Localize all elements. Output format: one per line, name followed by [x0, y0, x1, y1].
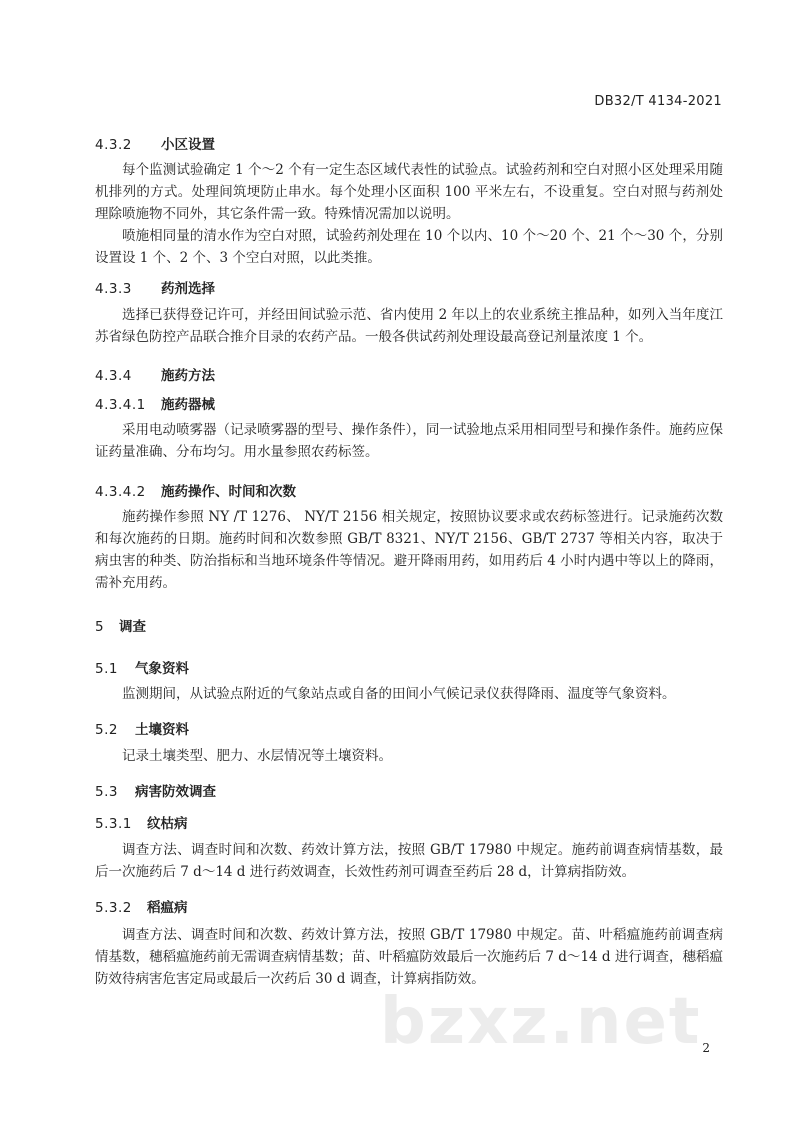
heading-title: 稻瘟病 — [147, 900, 188, 916]
heading-number: 5.1 — [95, 661, 118, 677]
heading-4-3-3 — [95, 277, 215, 297]
heading-title: 土壤资料 — [135, 722, 189, 738]
paragraph: 采用电动喷雾器（记录喷雾器的型号、操作条件），同一试验地点采用相同型号和操作条件。施药应保证药量准确、分布均匀。用水量参照农药标签。 — [95, 422, 723, 460]
heading-number: 4.3.3 — [95, 281, 132, 297]
heading-5-3-2 — [95, 896, 188, 916]
heading-number: 4.3.4 — [95, 368, 132, 384]
heading-5-3-1 — [95, 812, 188, 832]
heading-4-3-4-2 — [95, 480, 296, 500]
heading-4-3-4 — [95, 364, 215, 384]
document-code: DB32/T 4134-2021 — [594, 94, 722, 109]
heading-number: 5.3.1 — [95, 816, 132, 832]
heading-number: 5.3.2 — [95, 900, 132, 916]
heading-number: 5.3 — [95, 784, 118, 800]
paragraph: 施药操作参照 NY /T 1276、 NY/T 2156 相关规定，按照协议要求或农药标签进行。记录施药次数和每次施药的日期。施药时间和次数参照 GB/T 8321、NY/T 2156、GB/T 2737 等相关内容，取决于病虫害的种类、防治指标和当地环境条件等情况。避开降雨用药，如用药后 4 小时内遇中等以上的降雨，需补充用药。 — [95, 509, 723, 591]
heading-title: 施药方法 — [161, 368, 215, 384]
watermark-logo: bzxz.net — [380, 985, 702, 1059]
page-number: 2 — [702, 1041, 710, 1055]
paragraph: 调查方法、调查时间和次数、药效计算方法，按照 GB/T 17980 中规定。苗、叶稻瘟施药前调查病情基数，穗稻瘟施药前无需调查病情基数；苗、叶稻瘟防效最后一次施药后 7 d～14 d 进行调查，穗稻瘟防效待病害危害定局或最后一次药后 30 d 调查，计算病指防效。 — [95, 927, 723, 987]
heading-title: 气象资料 — [135, 661, 189, 677]
heading-title: 调查 — [119, 619, 146, 635]
paragraph: 监测期间，从试验点附近的气象站点或自备的田间小气候记录仪获得降雨、温度等气象资料。 — [122, 686, 676, 702]
heading-5-3 — [95, 780, 216, 800]
heading-number: 5 — [95, 619, 105, 635]
heading-number: 4.3.2 — [95, 137, 132, 153]
heading-number: 5.2 — [95, 722, 118, 738]
heading-title: 病害防效调查 — [135, 784, 216, 800]
paragraph: 记录土壤类型、肥力、水层情况等土壤资料。 — [122, 748, 392, 764]
heading-5-1 — [95, 657, 189, 677]
heading-5-2 — [95, 718, 189, 738]
heading-title: 小区设置 — [161, 137, 215, 153]
heading-title: 纹枯病 — [147, 816, 188, 832]
paragraph: 选择已获得登记许可，并经田间试验示范、省内使用 2 年以上的农业系统主推品种，如列入当年度江苏省绿色防控产品联合推介目录的农药产品。一般各供试药剂处理设最高登记剂量浓度 1 个。 — [95, 307, 723, 345]
paragraph: 每个监测试验确定 1 个～2 个有一定生态区域代表性的试验点。试验药剂和空白对照小区处理采用随机排列的方式。处理间筑埂防止串水。每个处理小区面积 100 平米左右，不设重复。空白对照与药剂处理除喷施物不同外，其它条件需一致。特殊情况需加以说明。 — [95, 162, 723, 222]
heading-number: 4.3.4.2 — [95, 484, 146, 500]
heading-title: 施药器械 — [161, 397, 215, 413]
heading-number: 4.3.4.1 — [95, 397, 146, 413]
heading-5 — [95, 615, 146, 635]
paragraph: 调查方法、调查时间和次数、药效计算方法，按照 GB/T 17980 中规定。施药前调查病情基数，最后一次施药后 7 d～14 d 进行药效调查，长效性药剂可调查至药后 28 d，计算病指防效。 — [95, 842, 723, 880]
heading-4-3-4-1 — [95, 393, 215, 413]
heading-4-3-2 — [95, 133, 215, 153]
heading-title: 施药操作、时间和次数 — [161, 484, 296, 500]
heading-title: 药剂选择 — [161, 281, 215, 297]
paragraph: 喷施相同量的清水作为空白对照，试验药剂处理在 10 个以内、10 个～20 个、21 个～30 个，分别设置设 1 个、2 个、3 个空白对照，以此类推。 — [95, 228, 723, 266]
